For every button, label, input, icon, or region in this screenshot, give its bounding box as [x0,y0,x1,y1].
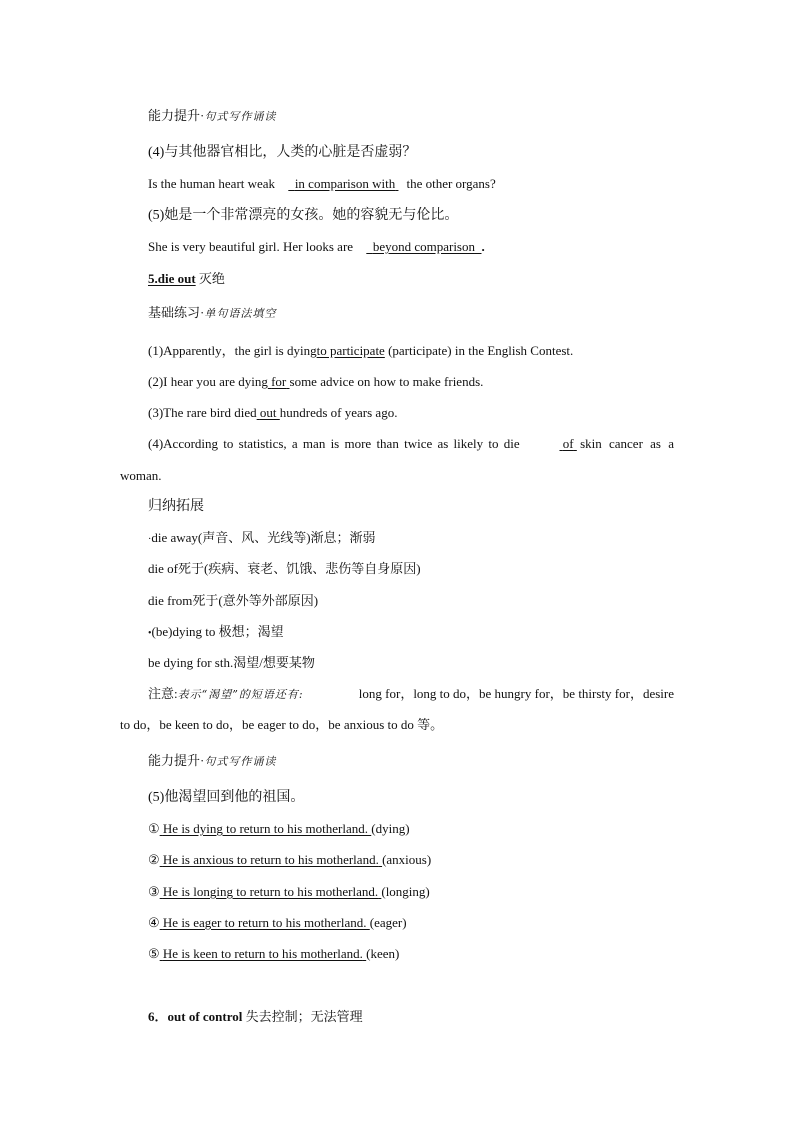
e2-before: (2)I hear you are dying [148,374,268,389]
q5-after: . [481,239,485,254]
e1-after: (participate) in the English Contest. [388,343,574,358]
summary-line-4 [148,624,284,642]
summary-line-3: die from死于(意外等外部原因) [148,593,319,608]
answer-hint: (anxious) [382,852,432,867]
heading-main: 能力提升· [148,753,205,768]
exercise-1 [148,343,573,359]
summary-note [148,686,674,703]
exercise-3 [148,405,397,421]
answer-hint: (longing) [381,884,430,899]
item5-title [148,271,225,287]
section-b-heading [148,305,276,322]
answer-text: He is dying to return to his motherland. [162,821,368,836]
q4-chinese: (4)与其他器官相比，人类的心脏是否虚弱？ [148,145,417,160]
summary-note-cont: to do，be keen to do，be eager to do，be anxious to do 等。 [120,717,444,732]
bullet-marker: · [148,534,152,545]
answer-text: He is eager to return to his motherland. [162,915,367,930]
q4-after: the other organs? [406,176,496,191]
answer-number: ① [148,821,160,836]
q4-answer: in comparison with [294,176,396,191]
exercise-2 [148,374,483,390]
answer-hint: (keen) [366,946,400,961]
heading-main: 基础练习· [148,305,205,320]
exercise-4-cont: woman. [120,468,162,483]
e3-after: hundreds of years ago. [279,405,398,420]
answer-text: He is anxious to return to his motherland. [162,852,379,867]
e1-answer: to participate [316,343,385,358]
section-a-heading [148,108,276,125]
e3-before: (3)The rare bird died [148,405,257,420]
note-text: long for，long to do，be hungry for，be thirsty for，desire [358,686,674,701]
note-label: 注意: [148,686,178,701]
answer-row [148,915,407,931]
e2-answer: for [271,374,287,389]
e4-after: skin cancer as a [580,436,674,451]
q5-sentence [148,239,485,255]
bullet-marker: • [148,628,152,639]
answer-number: ③ [148,884,160,899]
heading-sub: 单句语法填空 [204,307,277,320]
summary-text: (be)dying to 极想；渴望 [151,624,284,639]
answer-number: ④ [148,915,160,930]
q4-before: Is the human heart weak [148,176,276,191]
e2-after: some advice on how to make friends. [289,374,484,389]
item6-number: 6． [148,1009,168,1024]
note-italic: 表示“渴望”的短语还有: [177,688,304,701]
q5b-chinese: (5)他渴望回到他的祖国。 [148,790,305,805]
answer-text: He is longing to return to his motherland. [162,884,379,899]
item6-title-cn: 失去控制；无法管理 [245,1009,363,1024]
summary-text: die away(声音、风、光线等)渐息；渐弱 [151,530,376,545]
heading-main: 能力提升· [148,108,205,123]
heading-sub: 句式写作诵读 [204,110,277,123]
e3-answer: out [259,405,277,420]
summary-title: 归纳拓展 [148,499,204,514]
q5-before: She is very beautiful girl. Her looks are [148,239,354,254]
answer-text: He is keen to return to his motherland. [162,946,363,961]
answer-row [148,946,399,962]
item6-title-en: out of control [167,1009,243,1024]
summary-line-2: die of死于(疾病、衰老、饥饿、悲伤等自身原因) [148,561,421,576]
q4-sentence [148,176,496,192]
e4-before: (4)According to statistics, a man is more than twice as likely to die [148,436,520,451]
item6-title [148,1009,363,1025]
heading-sub: 句式写作诵读 [204,755,277,768]
q5-chinese: (5)她是一个非常漂亮的女孩。她的容貌无与伦比。 [148,208,459,223]
summary-line-5: be dying for sth.渴望/想要某物 [148,655,315,670]
item5-title-en: 5.die out [148,271,196,286]
answer-number: ② [148,852,160,867]
section-c-heading [148,753,276,770]
answer-hint: (eager) [369,915,407,930]
answer-hint: (dying) [371,821,410,836]
e4-answer: of [562,436,574,451]
exercise-4 [148,436,674,452]
answer-row [148,821,410,837]
item5-title-cn: 灭绝 [198,271,225,286]
answer-number: ⑤ [148,946,160,961]
answer-row [148,884,430,900]
q5-answer: beyond comparison [372,239,475,254]
answer-row [148,852,431,868]
summary-line-1 [148,530,376,548]
e1-before: (1)Apparently，the girl is dying [148,343,317,358]
